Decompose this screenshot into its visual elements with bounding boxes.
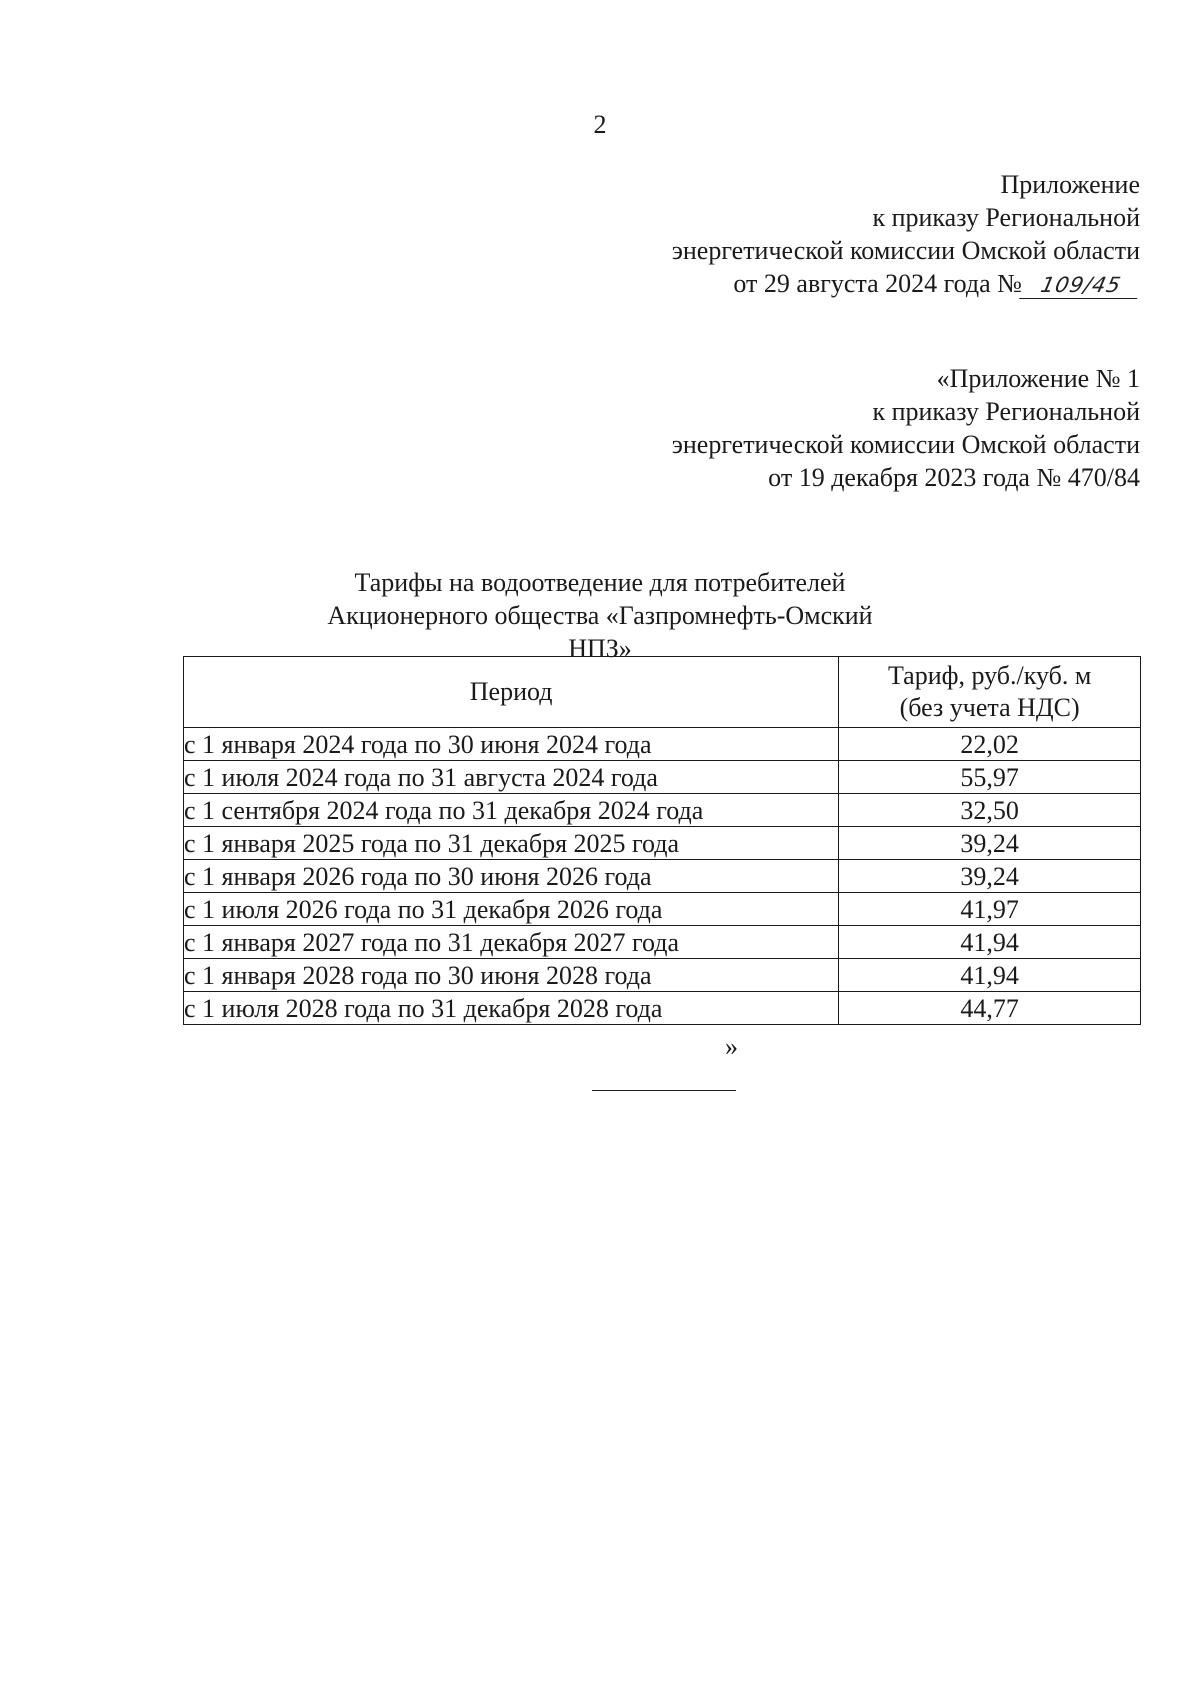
- amended-header-line-1: «Приложение № 1: [936, 364, 1140, 393]
- period-cell: с 1 июля 2026 года по 31 декабря 2026 года: [184, 893, 839, 926]
- amended-header-line-4: от 19 декабря 2023 года № 470/84: [768, 463, 1140, 492]
- table-row: [184, 959, 1141, 992]
- tariff-table: [183, 656, 1141, 1025]
- tariff-cell: 39,24: [839, 860, 1141, 893]
- table-row: [184, 794, 1141, 827]
- document-title-line-1: Тарифы на водоотведение для потребителей: [354, 568, 846, 597]
- closing-quote: »: [725, 1032, 738, 1061]
- appendix-header-line-1: Приложение: [1000, 170, 1140, 199]
- tariff-cell: 22,02: [839, 728, 1141, 761]
- table-row: [184, 728, 1141, 761]
- appendix-header-line-4: [672, 267, 1140, 300]
- page-number: 2: [593, 110, 607, 139]
- tariff-cell: 39,24: [839, 827, 1141, 860]
- document-title: [310, 566, 890, 665]
- period-column-header: Период: [184, 657, 839, 728]
- amended-appendix-header: [672, 362, 1140, 494]
- table-row: [184, 926, 1141, 959]
- appendix-header-line-2: к приказу Региональной: [872, 203, 1140, 232]
- tariff-cell: 41,94: [839, 959, 1141, 992]
- tariff-cell: 41,97: [839, 893, 1141, 926]
- period-cell: с 1 июля 2028 года по 31 декабря 2028 года: [184, 992, 839, 1025]
- table-row: [184, 761, 1141, 794]
- period-cell: с 1 июля 2024 года по 31 августа 2024 года: [184, 761, 839, 794]
- table-row: [184, 992, 1141, 1025]
- tariff-cell: 44,77: [839, 992, 1141, 1025]
- table-header-row: [184, 657, 1141, 728]
- amended-header-line-3: энергетической комиссии Омской области: [671, 430, 1140, 459]
- period-cell: с 1 января 2028 года по 30 июня 2028 года: [184, 959, 839, 992]
- end-separator-line: [592, 1090, 736, 1091]
- tariff-header-line-1: Тариф, руб./куб. м: [887, 661, 1092, 690]
- appendix-header-line-3: энергетической комиссии Омской области: [671, 236, 1140, 265]
- period-cell: с 1 января 2025 года по 31 декабря 2025 года: [184, 827, 839, 860]
- order-date-prefix: от 29 августа 2024 года №: [733, 269, 1022, 298]
- handwritten-order-number: 109/45: [1019, 272, 1143, 299]
- period-cell: с 1 января 2024 года по 30 июня 2024 года: [184, 728, 839, 761]
- tariff-cell: 55,97: [839, 761, 1141, 794]
- document-title-line-2: Акционерного общества «Газпромнефть-Омский НПЗ»: [327, 601, 873, 663]
- tariff-cell: 41,94: [839, 926, 1141, 959]
- table-row: [184, 860, 1141, 893]
- table-row: [184, 893, 1141, 926]
- tariff-column-header: [839, 657, 1141, 728]
- period-cell: с 1 января 2027 года по 31 декабря 2027 года: [184, 926, 839, 959]
- tariff-cell: 32,50: [839, 794, 1141, 827]
- amended-header-line-2: к приказу Региональной: [872, 397, 1140, 426]
- appendix-header: [672, 168, 1140, 300]
- period-cell: с 1 января 2026 года по 30 июня 2026 года: [184, 860, 839, 893]
- table-row: [184, 827, 1141, 860]
- period-cell: с 1 сентября 2024 года по 31 декабря 2024 года: [184, 794, 839, 827]
- tariff-header-line-2: (без учета НДС): [899, 693, 1080, 722]
